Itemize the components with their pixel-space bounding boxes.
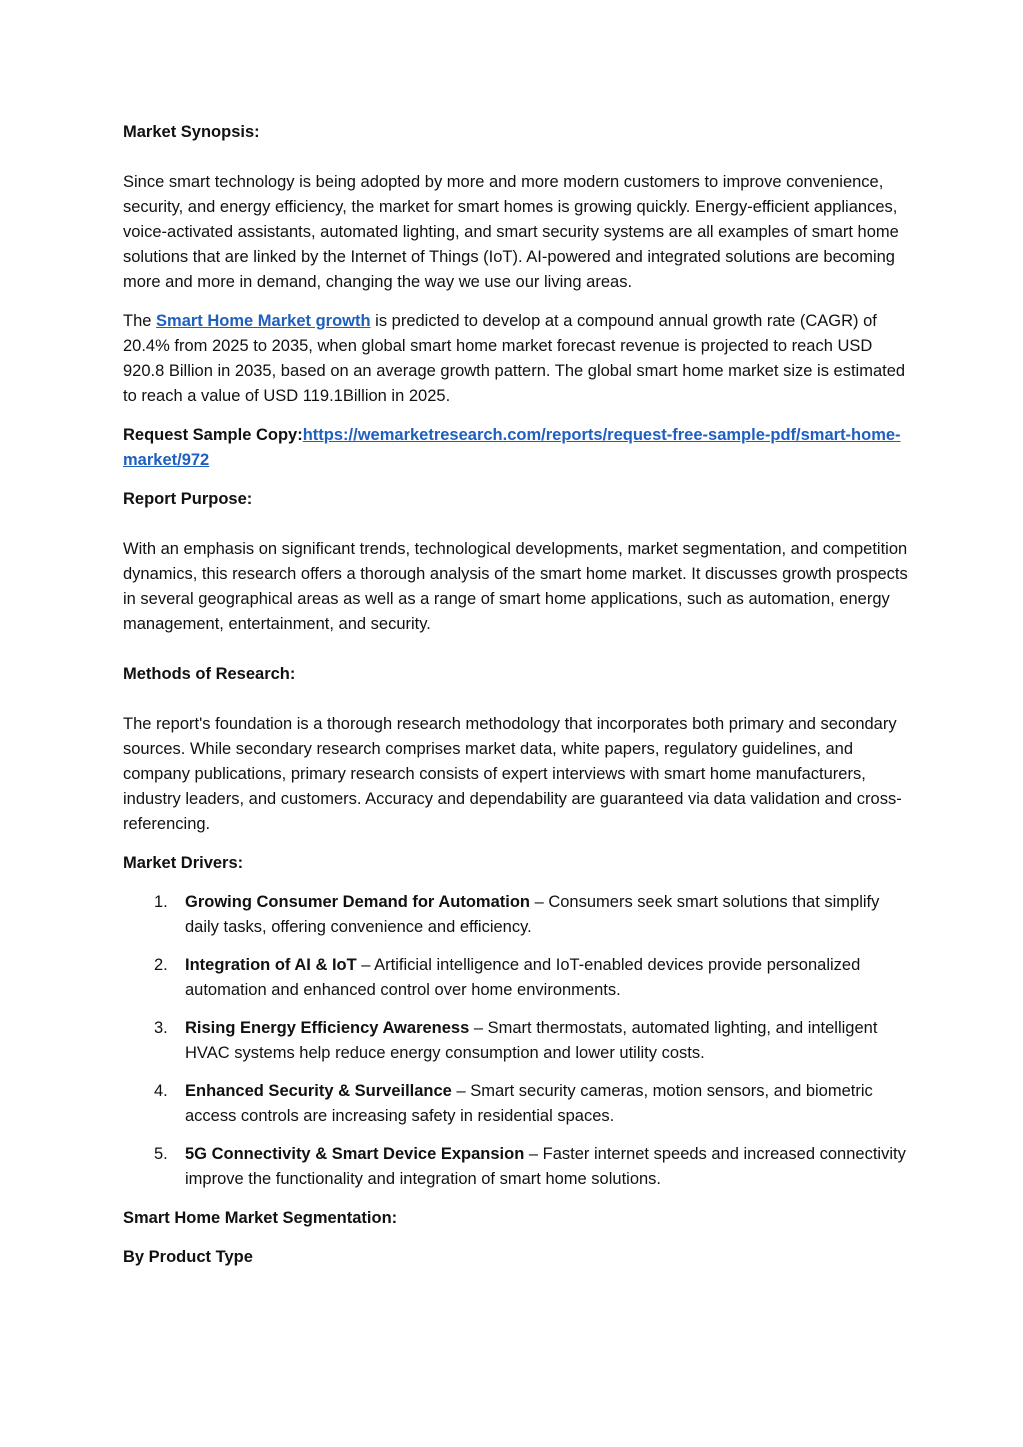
list-item [123, 1079, 908, 1129]
list-item-title: 5G Connectivity & Smart Device Expansion [185, 1145, 525, 1163]
list-item-title: Growing Consumer Demand for Automation [185, 893, 530, 911]
methods-paragraph: The report's foundation is a thorough research methodology that incorporates both primary and secondary sources. While secondary research comprises market data, white papers, regulatory guidelines, and company publications, primary research consists of expert interviews with smart home manufacturers, industry leaders, and customers. Accuracy and dependability are guaranteed via data validation and cross-referencing. [123, 715, 902, 833]
list-item [123, 1016, 908, 1066]
growth-paragraph [123, 309, 908, 409]
list-item-text: – Faster internet speeds and increased connectivity improve the functionality and integration of smart home solutions. [185, 1145, 906, 1188]
segmentation-heading: Smart Home Market Segmentation: [123, 1209, 398, 1227]
report-purpose-heading: Report Purpose: [123, 490, 253, 508]
request-sample-link[interactable]: https://wemarketresearch.com/reports/request-free-sample-pdf/smart-home-market/972 [123, 426, 901, 469]
synopsis-paragraph: Since smart technology is being adopted by more and more modern customers to improve convenience, security, and energy efficiency, the market for smart homes is growing quickly. Energy-efficient appliances, voice-activated assistants, automated lighting, and smart security systems are all examples of smart home solutions that are linked by the Internet of Things (IoT). AI-powered and integrated solutions are becoming more and more in demand, changing the way we use our living areas. [123, 173, 899, 291]
list-item-number: 4. [154, 1082, 168, 1100]
list-item-text: – Artificial intelligence and IoT-enabled devices provide personalized automation and enhanced control over home environments. [185, 956, 861, 999]
product-type-subheading: By Product Type [123, 1248, 253, 1266]
list-item [123, 953, 908, 1003]
document-page [123, 120, 908, 1270]
request-sample-label: Request Sample Copy: [123, 426, 303, 444]
report-purpose-paragraph: With an emphasis on significant trends, technological developments, market segmentation, and competition dynamics, this research offers a thorough analysis of the smart home market. It discusses growth prospects in several geographical areas as well as a range of smart home applications, such as automation, energy management, entertainment, and security. [123, 540, 908, 633]
list-item-title: Integration of AI & IoT [185, 956, 357, 974]
methods-heading: Methods of Research: [123, 665, 296, 683]
list-item [123, 1142, 908, 1192]
growth-paragraph-text: is predicted to develop at a compound annual growth rate (CAGR) of 20.4% from 2025 to 2035, when global smart home market forecast revenue is projected to reach USD 920.8 Billion in 2035, based on an average growth pattern. The global smart home market size is estimated to reach a value of USD 119.1Billion in 2025. [123, 312, 906, 405]
list-item-text: – Consumers seek smart solutions that simplify daily tasks, offering convenience and efficiency. [185, 893, 880, 936]
list-item-number: 1. [154, 893, 168, 911]
list-item-text: – Smart thermostats, automated lighting, and intelligent HVAC systems help reduce energy consumption and lower utility costs. [185, 1019, 878, 1062]
list-item-number: 3. [154, 1019, 168, 1037]
list-item-title: Enhanced Security & Surveillance [185, 1082, 452, 1100]
growth-paragraph-prefix: The [123, 312, 157, 330]
list-item-number: 2. [154, 956, 168, 974]
smart-home-market-growth-link[interactable]: Smart Home Market growth [156, 312, 371, 330]
list-item-title: Rising Energy Efficiency Awareness [185, 1019, 470, 1037]
list-item-text: – Smart security cameras, motion sensors, and biometric access controls are increasing safety in residential spaces. [185, 1082, 873, 1125]
market-drivers-list [123, 890, 908, 1192]
market-drivers-heading: Market Drivers: [123, 854, 244, 872]
list-item [123, 890, 908, 940]
request-sample-line [123, 423, 908, 473]
market-synopsis-heading: Market Synopsis: [123, 123, 260, 141]
list-item-number: 5. [154, 1145, 168, 1163]
